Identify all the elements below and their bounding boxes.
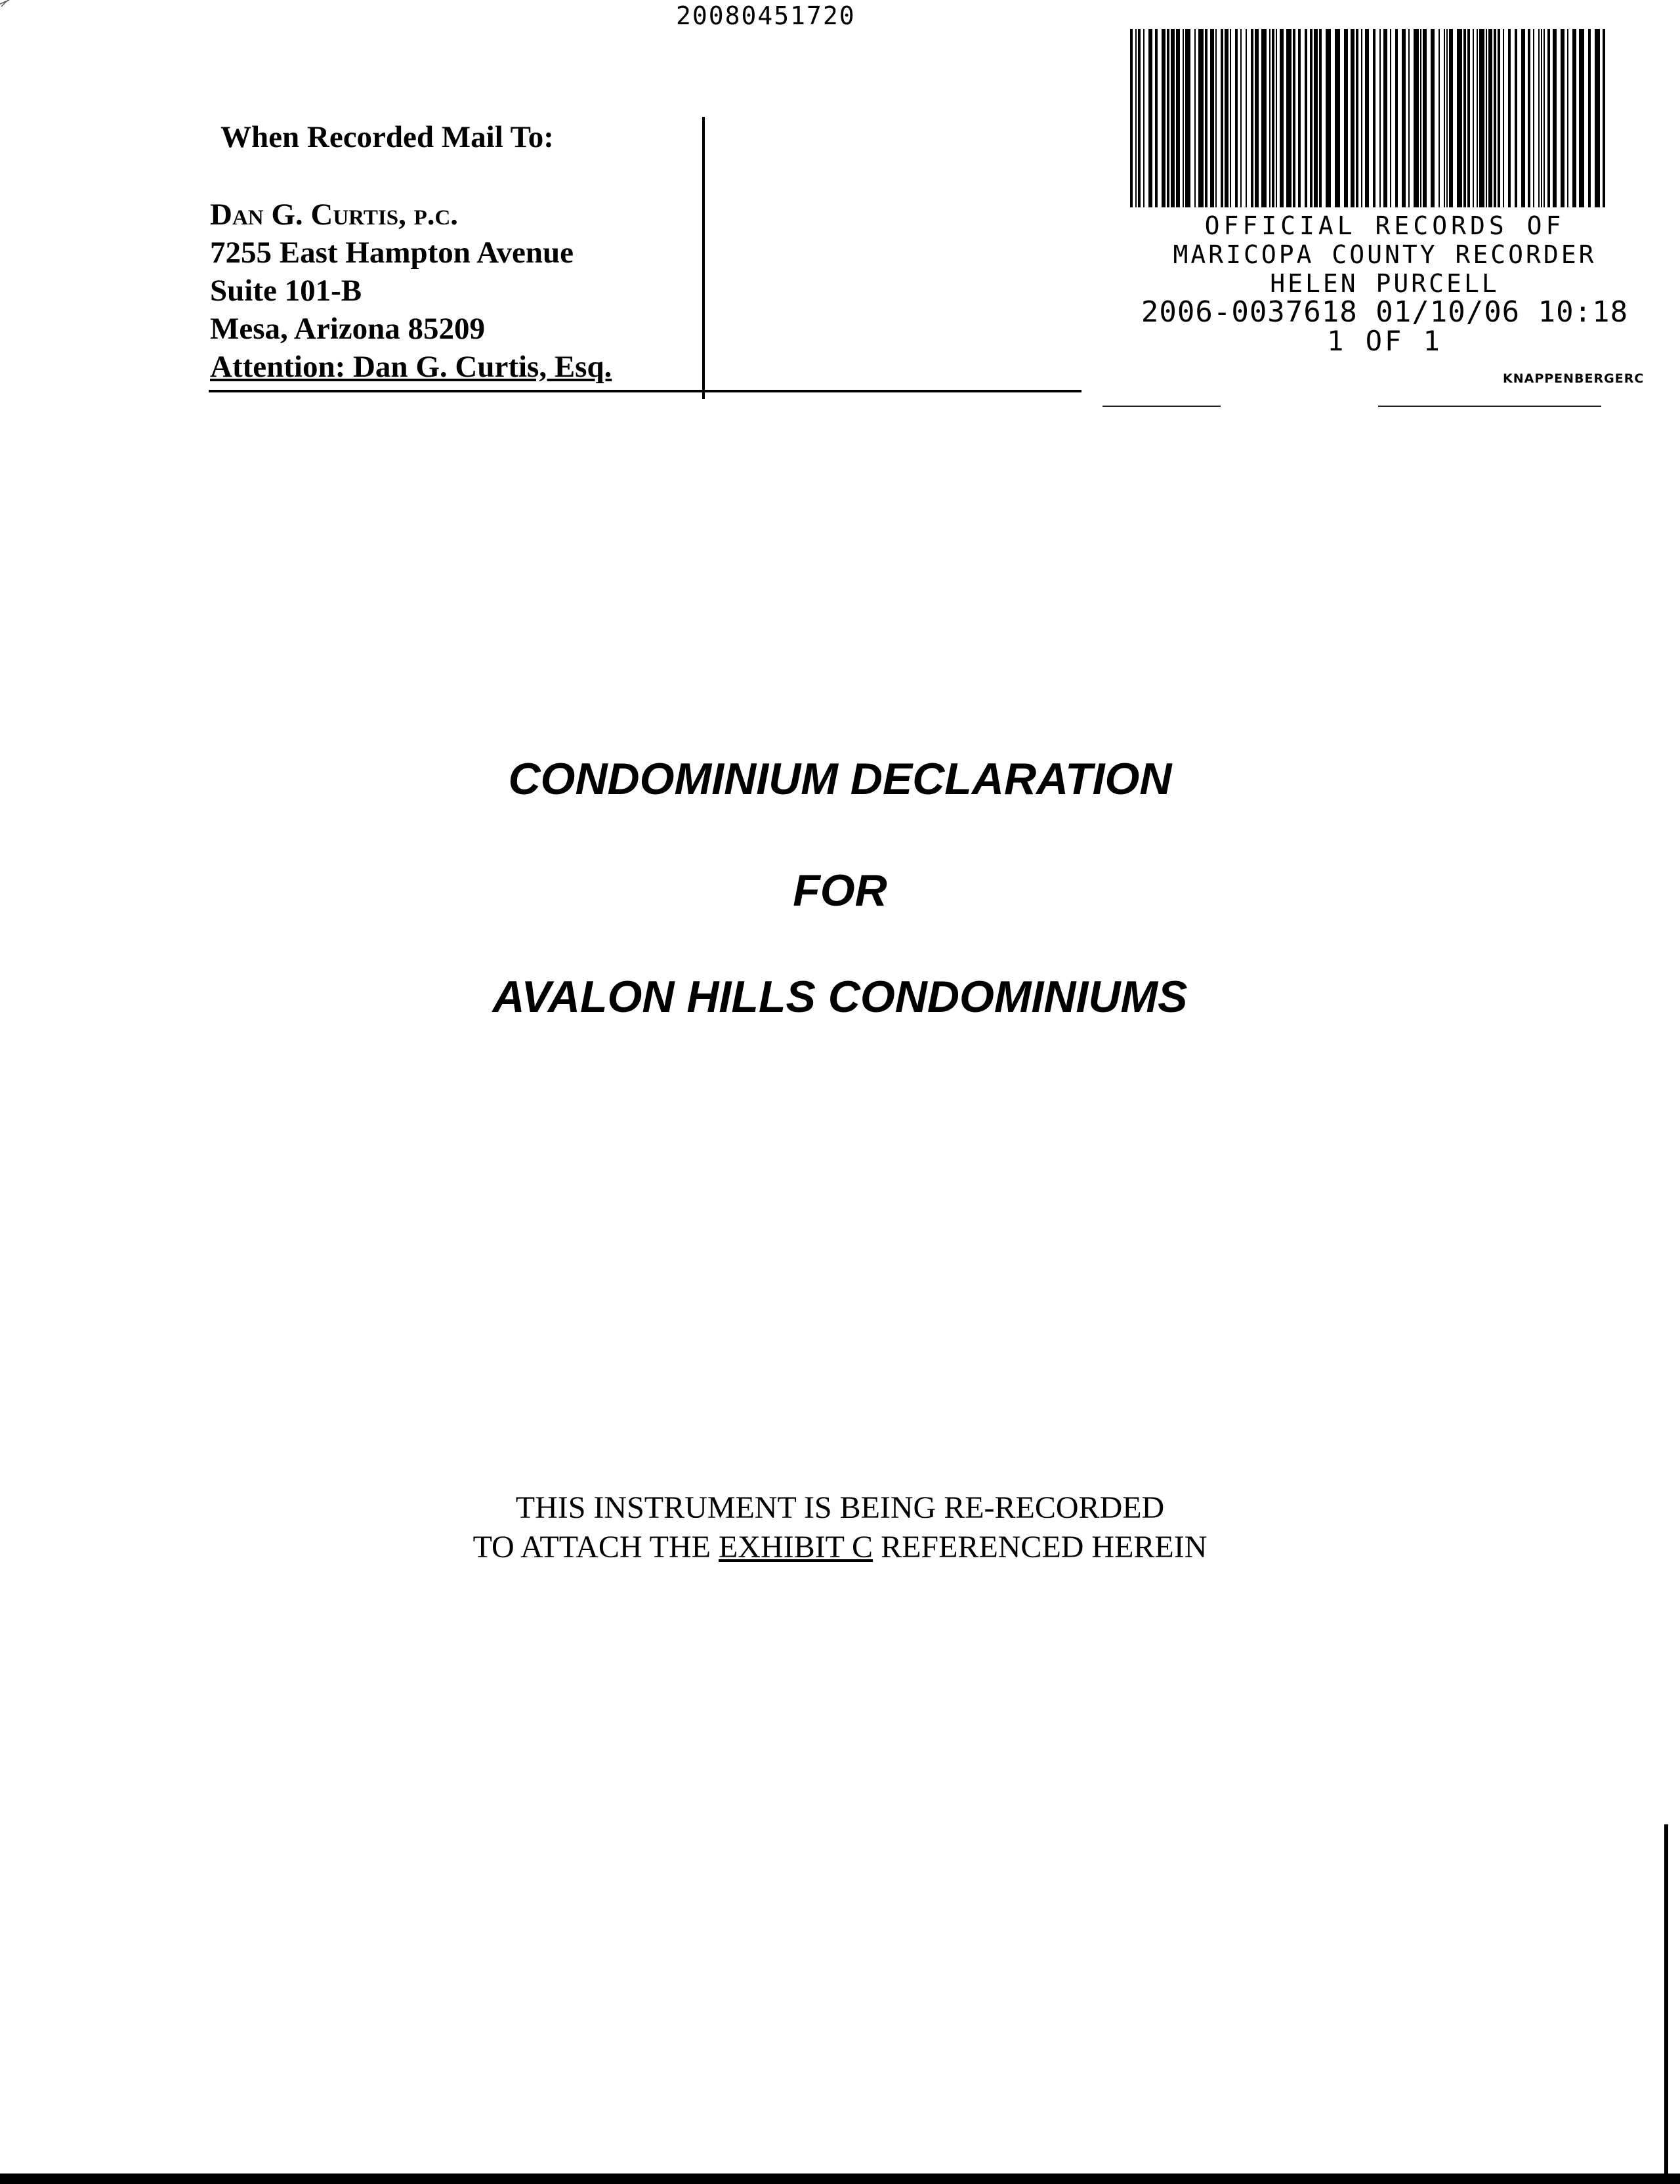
- barcode-bar: [1449, 29, 1453, 207]
- mail-to-horizontal-rule: [209, 390, 1082, 392]
- barcode-bar: [1395, 29, 1398, 207]
- barcode-bar: [1138, 29, 1141, 207]
- barcode-bar: [1280, 29, 1284, 207]
- barcode-bar: [1538, 29, 1540, 207]
- recorder-line-official: OFFICIAL RECORDS OF: [1204, 211, 1565, 240]
- barcode-bar: [1135, 29, 1137, 207]
- barcode-bar: [1246, 29, 1247, 207]
- barcode-bar: [1402, 29, 1406, 207]
- barcode-bar: [1528, 29, 1530, 207]
- barcode-bar: [1183, 29, 1184, 207]
- barcode-bar: [1572, 29, 1576, 207]
- barcode-bar: [1310, 29, 1312, 207]
- barcode-bar: [1293, 29, 1295, 207]
- stamp-rule-segment: [1102, 406, 1221, 407]
- stamp-rule-segment: [1378, 406, 1601, 407]
- scan-edge-bottom: [0, 2174, 1680, 2184]
- barcode-bar: [1205, 29, 1208, 207]
- barcode-bar: [1198, 29, 1204, 207]
- barcode-bar: [1488, 29, 1492, 207]
- barcode-bar: [1269, 29, 1270, 207]
- barcode-bar: [1544, 29, 1545, 207]
- barcode-bar: [1143, 29, 1144, 207]
- barcode-bar: [1221, 29, 1223, 207]
- barcode-bar: [1365, 29, 1369, 207]
- barcode-bar: [1463, 29, 1466, 207]
- barcode-bar: [1171, 29, 1175, 207]
- barcode-bar: [1588, 29, 1591, 207]
- barcode-bar: [1521, 29, 1525, 207]
- barcode-bar: [1194, 29, 1196, 207]
- barcode-bar: [1286, 29, 1292, 207]
- barcode-bar: [1494, 29, 1496, 207]
- barcode-bar: [1383, 29, 1387, 207]
- title-line-3: AVALON HILLS CONDOMINIUMS: [492, 972, 1188, 1022]
- barcode-bar: [1261, 29, 1267, 207]
- barcode-bar: [1373, 29, 1376, 207]
- notice-line-1: THIS INSTRUMENT IS BEING RE-RECORDED: [515, 1490, 1165, 1525]
- barcode-bar: [1479, 29, 1484, 207]
- barcode-bar: [1298, 29, 1301, 207]
- barcode-bar: [1314, 29, 1318, 207]
- mail-to-street: 7255 East Hampton Avenue: [210, 236, 574, 270]
- scan-edge-right: [1664, 1824, 1668, 2174]
- barcode-bar: [1595, 29, 1600, 207]
- barcode-bar: [1155, 29, 1158, 207]
- barcode-bar: [1356, 29, 1358, 207]
- barcode-bar: [1335, 29, 1340, 207]
- barcode-bar: [1498, 29, 1500, 207]
- barcode-bar: [1240, 29, 1242, 207]
- barcode-bar: [1423, 29, 1427, 207]
- barcode-bar: [1408, 29, 1410, 207]
- recorder-line-record-number: 2006-0037618 01/10/06 10:18: [1141, 295, 1629, 329]
- barcode-bar: [1326, 29, 1331, 207]
- barcode-bar: [1431, 29, 1435, 207]
- title-line-1: CONDOMINIUM DECLARATION: [508, 754, 1172, 804]
- recorder-stamp: [1116, 211, 1654, 356]
- recorder-line-page-count: 1 OF 1: [1327, 325, 1442, 357]
- barcode-bar: [1344, 29, 1348, 207]
- barcode-image: [1129, 29, 1611, 207]
- barcode-bar: [1420, 29, 1421, 207]
- barcode-bar: [1235, 29, 1238, 207]
- title-line-2: FOR: [793, 866, 887, 915]
- barcode-bar: [1567, 29, 1568, 207]
- barcode-bar: [1446, 29, 1448, 207]
- barcode-bar: [1547, 29, 1550, 207]
- barcode-bar: [1255, 29, 1259, 207]
- barcode-bar: [1515, 29, 1517, 207]
- barcode-bar: [1230, 29, 1231, 207]
- barcode-bar: [1185, 29, 1190, 207]
- barcode-bar: [1167, 29, 1169, 207]
- barcode-bar: [1361, 29, 1362, 207]
- barcode-bar: [1438, 29, 1440, 207]
- barcode-bar: [1467, 29, 1470, 207]
- barcode-bar: [1351, 29, 1354, 207]
- barcode-bar: [1276, 29, 1277, 207]
- mail-to-heading: When Recorded Mail To:: [220, 120, 554, 154]
- barcode-bar: [1379, 29, 1381, 207]
- barcode-bar: [1176, 29, 1180, 207]
- barcode-bar: [1390, 29, 1391, 207]
- barcode-bar: [1319, 29, 1322, 207]
- recorder-line-recorder-name: HELEN PURCELL: [1270, 269, 1500, 298]
- barcode-bar: [1225, 29, 1228, 207]
- barcode-bar: [1444, 29, 1445, 207]
- barcode-bar: [1148, 29, 1152, 207]
- scan-corner-mark: [0, 0, 13, 13]
- barcode-bar: [1579, 29, 1584, 207]
- barcode-bar: [1162, 29, 1166, 207]
- notice-exhibit-reference: EXHIBIT C: [718, 1530, 873, 1564]
- mail-to-attention: Attention: Dan G. Curtis, Esq.: [210, 350, 612, 384]
- recorder-clerk-id: KNAPPENBERGERC: [1503, 371, 1645, 386]
- barcode-bar: [1305, 29, 1307, 207]
- barcode-bar: [1553, 29, 1557, 207]
- barcode-bar: [1561, 29, 1564, 207]
- barcode-bar: [1541, 29, 1542, 207]
- mail-to-name: Dan G. Curtis, p.c.: [210, 198, 459, 232]
- barcode-bar: [1130, 29, 1133, 207]
- notice-line-2-prefix: TO ATTACH THE: [472, 1530, 719, 1564]
- barcode-bar: [1414, 29, 1419, 207]
- barcode-bar: [1457, 29, 1462, 207]
- barcode-bar: [1272, 29, 1274, 207]
- notice-line-2: [0, 1528, 1680, 1567]
- mail-to-city: Mesa, Arizona 85209: [210, 312, 486, 346]
- barcode-bar: [1486, 29, 1487, 207]
- notice-line-2-suffix: REFERENCED HEREIN: [873, 1530, 1208, 1564]
- document-number: 20080451720: [676, 1, 856, 30]
- barcode-bar: [1215, 29, 1217, 207]
- recorder-line-county: MARICOPA COUNTY RECORDER: [1173, 240, 1597, 269]
- barcode-bar: [1503, 29, 1504, 207]
- barcode-bar: [1533, 29, 1534, 207]
- barcode-bar: [1603, 29, 1605, 207]
- barcode-bar: [1477, 29, 1478, 207]
- mail-to-suite: Suite 101-B: [210, 274, 362, 308]
- barcode-bar: [1251, 29, 1253, 207]
- barcode-bar: [1210, 29, 1214, 207]
- barcode-bar: [1508, 29, 1511, 207]
- mail-to-vertical-rule: [702, 117, 705, 399]
- barcode-bar: [1473, 29, 1474, 207]
